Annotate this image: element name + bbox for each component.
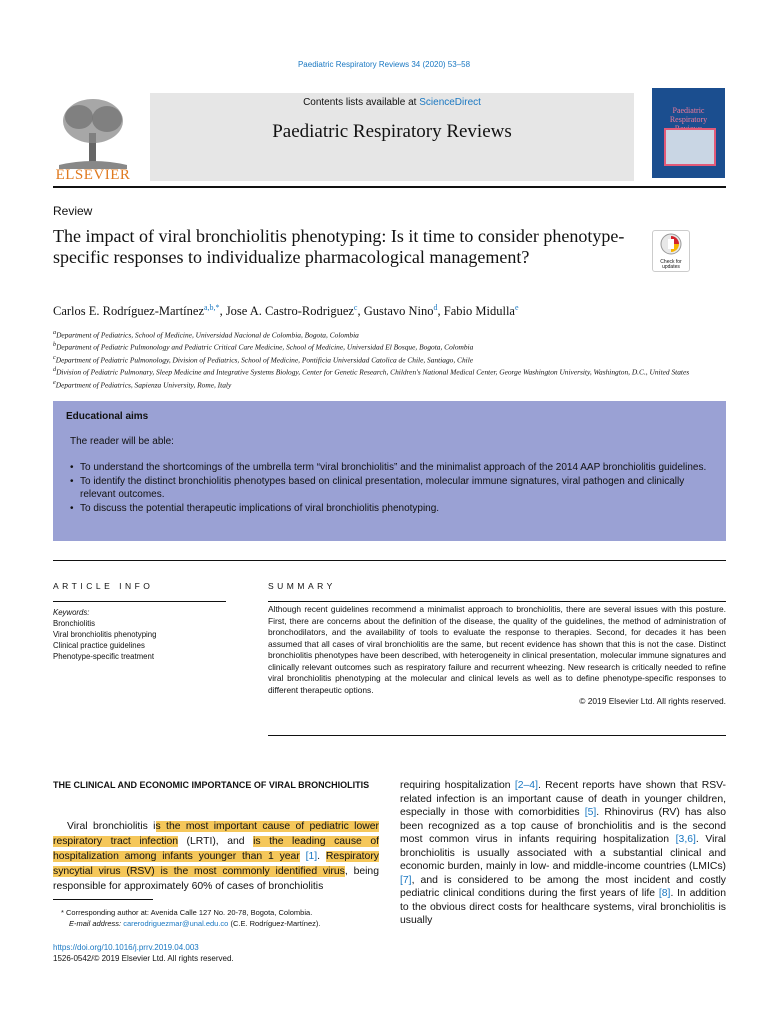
affiliation-item xyxy=(53,378,723,390)
footnote-rule xyxy=(53,899,153,900)
body-text: . Recent reports have shown that RSV-related infection is an important cause of death in younger children, especially in those with comorbidities xyxy=(400,780,726,818)
check-for-updates-button[interactable] xyxy=(652,230,690,272)
keyword: Bronchiolitis xyxy=(53,619,96,628)
affiliation-marker: a xyxy=(53,330,57,336)
keyword: Viral bronchiolitis phenotyping xyxy=(53,630,157,639)
citation-link[interactable]: [7] xyxy=(400,874,412,886)
author-list: Carlos E. Rodríguez-Martínez$^{a,b,*}$, Jose A. Castro-Rodriguez$^c$, Gustavo Nino$^d$, Fabio Midulla$^e$ xyxy=(53,303,519,319)
highlighted-text: s the most important cause of pediatric lower respiratory tract infection xyxy=(53,821,379,847)
summary-copyright: © 2019 Elsevier Ltd. All rights reserved. xyxy=(579,696,726,706)
affiliation-item xyxy=(53,328,723,340)
body-text: , and is considered to be among the most incident and costly pediatric clinical conditions during the first years of life xyxy=(400,874,726,899)
email-line xyxy=(53,918,320,929)
body-text: (LRTI), and xyxy=(178,836,254,847)
doi-link[interactable]: https://doi.org/10.1016/j.prrv.2019.04.003 xyxy=(53,943,199,952)
doi-block xyxy=(53,942,234,964)
article-type: Review xyxy=(53,204,93,218)
keywords-label: Keywords: xyxy=(53,608,90,617)
article-title: The impact of viral bronchiolitis phenotyping: Is it time to consider phenotype-specific responses to individualize pharmacological management? xyxy=(53,226,625,267)
affiliation-text: Department of Pediatric Pulmonology, Division of Pediatrics, School of Medicine, Pontificia Universidad Catolica de Chile, Santiago, Chile xyxy=(55,355,474,365)
highlighted-text: Respiratory syncytial virus (RSV) is the most commonly identified virus xyxy=(53,851,379,877)
affiliation-marker: d xyxy=(53,367,57,374)
summary-bottom-rule xyxy=(268,735,726,736)
body-text: . xyxy=(317,851,326,862)
elsevier-logo xyxy=(53,93,133,183)
check-updates-icon xyxy=(660,233,682,255)
body-text: , being responsible for approximately 60% of cases of bronchiolitis xyxy=(53,866,379,892)
article-info-heading: ARTICLE INFO xyxy=(53,581,154,591)
journal-reference[interactable]: Paediatric Respiratory Reviews 34 (2020) 53–58 xyxy=(297,60,471,69)
list-item: • To identify the distinct bronchiolitis phenotypes based on clinical presentation, molecular immune signatures, viral pathogen and clinically relevant outcomes. xyxy=(70,475,718,502)
journal-title[interactable]: Paediatric Respiratory Reviews xyxy=(272,121,512,142)
author: Gustavo Nino xyxy=(363,304,434,319)
issn-line: 1526-0542/© 2019 Elsevier Ltd. All rights reserved. xyxy=(53,954,234,963)
body-text: Viral bronchiolitis i xyxy=(67,821,156,832)
cover-figure xyxy=(664,128,716,166)
corresponding-author-note: * Corresponding author at: Avenida Calle 127 No. 20-78, Bogota, Colombia. xyxy=(61,908,313,917)
citation-link[interactable]: [8] xyxy=(658,888,671,899)
body-text: . In addition to the obvious direct costs for healthcare systems, viral bronchiolitis is usually xyxy=(400,888,726,926)
affiliation-text: Division of Pediatric Pulmonary, Sleep Medicine and Integrative Systems Biology, Center for Genetic Research, Children's National Medical Center, George Washington University, Washington, D.C., United States xyxy=(56,367,690,377)
keyword: Phenotype-specific treatment xyxy=(53,652,154,661)
journal-banner xyxy=(150,93,634,181)
list-item: • To discuss the potential therapeutic implications of viral bronchiolitis phenotyping. xyxy=(70,502,718,516)
citation-link[interactable]: [1] xyxy=(299,851,318,862)
affiliation-text: Department of Pediatrics, School of Medicine, Universidad Nacional de Colombia, Bogota, Colombia xyxy=(56,330,359,340)
affiliations xyxy=(53,328,723,390)
journal-cover-image[interactable] xyxy=(652,88,725,178)
section-heading: THE CLINICAL AND ECONOMIC IMPORTANCE OF VIRAL BRONCHIOLITIS xyxy=(53,780,370,790)
body-text: . Viral bronchiolitis is usually associated with a substantial clinical and economic burden, mainly in low- and middle-income countries (LMICs) xyxy=(400,834,726,872)
article-info-rule xyxy=(53,601,226,602)
keywords-block xyxy=(53,607,156,662)
elsevier-wordmark: ELSEVIER xyxy=(55,167,131,183)
affiliation-marker: b xyxy=(53,342,57,349)
sciencedirect-link[interactable]: ScienceDirect xyxy=(419,97,481,108)
affiliation-item xyxy=(53,353,723,365)
body-paragraph-col1 xyxy=(53,819,379,894)
author-affiliation-marker[interactable]: e xyxy=(514,303,519,312)
section-rule xyxy=(53,560,726,561)
header-rule xyxy=(53,186,726,188)
email-link[interactable]: carerodriguezmar@unal.edu.co xyxy=(123,919,229,928)
email-label: E-mail address: xyxy=(69,919,124,928)
author-affiliation-marker[interactable]: a,b,* xyxy=(204,303,220,312)
author: Fabio Midulla xyxy=(443,304,515,319)
affiliation-text: Department of Pediatric Pulmonology and Pediatric Critical Care Medicine, School of Medicine, Universidad El Bosque, Bogota, Colombia xyxy=(56,342,474,352)
contents-prefix: Contents lists available at xyxy=(303,97,420,108)
citation-link[interactable]: [5] xyxy=(584,807,597,818)
highlighted-text: is the leading cause of hospitalization among infants younger than 1 year xyxy=(53,836,379,862)
summary-text: Although recent guidelines recommend a minimalist approach to bronchiolitis, there are several issues with this posture. First, there are concerns about the definition of the disease, the quality of the guidelines, the method of administration of bronchodilators, and the availability of tools to evaluate the response to therapies. Second, for decades it has been assumed that all cases of viral bronchiolitis are the same, but recent evidence has shown that this is not the case. Distinct bronchiolitis phenotypes have been described, with heterogeneity in clinical presentation, molecular immune signatures and clinically relevant outcomes such as respiratory failure and recurrent wheezing. New research is critically needed to refine viral bronchiolitis phenotyping at the molecular and clinical levels as well as to define phenotype-specific responses to different therapeutic options. xyxy=(268,604,726,695)
affiliation-item xyxy=(53,340,723,352)
affiliation-text: Department of Pediatrics, Sapienza University, Rome, Italy xyxy=(55,380,232,390)
author-affiliation-marker[interactable]: c xyxy=(353,303,358,312)
contents-line xyxy=(150,97,634,108)
affiliation-marker: c xyxy=(53,354,56,361)
summary-rule xyxy=(268,601,726,602)
cover-title: Paediatric Respiratory xyxy=(669,106,708,124)
author: Jose A. Castro-Rodriguez xyxy=(225,304,354,319)
summary-block xyxy=(268,604,726,708)
summary-heading: SUMMARY xyxy=(268,581,336,591)
affiliation-item xyxy=(53,365,723,377)
author-affiliation-marker[interactable]: d xyxy=(433,303,438,312)
citation-link[interactable]: [2–4] xyxy=(514,780,538,791)
keyword: Clinical practice guidelines xyxy=(53,641,145,650)
educational-aims-heading: Educational aims xyxy=(66,411,149,422)
footnote xyxy=(53,907,320,929)
educational-aims-list xyxy=(70,461,718,515)
educational-aims-intro: The reader will be able: xyxy=(70,436,174,447)
body-paragraph-col2 xyxy=(400,779,726,928)
affiliation-marker: e xyxy=(53,379,56,386)
author: Carlos E. Rodríguez-Martínez xyxy=(53,304,204,319)
email-suffix: (C.E. Rodríguez-Martínez). xyxy=(228,919,321,928)
list-item: • To understand the shortcomings of the umbrella term “viral bronchiolitis” and the minimalist approach of the 2014 AAP bronchiolitis guidelines. xyxy=(70,461,718,475)
check-updates-label: Check for updates xyxy=(660,259,682,270)
educational-aims-box xyxy=(53,401,726,541)
body-text: . Rhinovirus (RV) has also been recognized as a top cause of bronchiolitis and is the second most common virus in infants requiring hospitalization xyxy=(400,807,726,845)
body-text: requiring hospitalization xyxy=(400,780,515,791)
citation-link[interactable]: [3,6] xyxy=(675,834,696,845)
